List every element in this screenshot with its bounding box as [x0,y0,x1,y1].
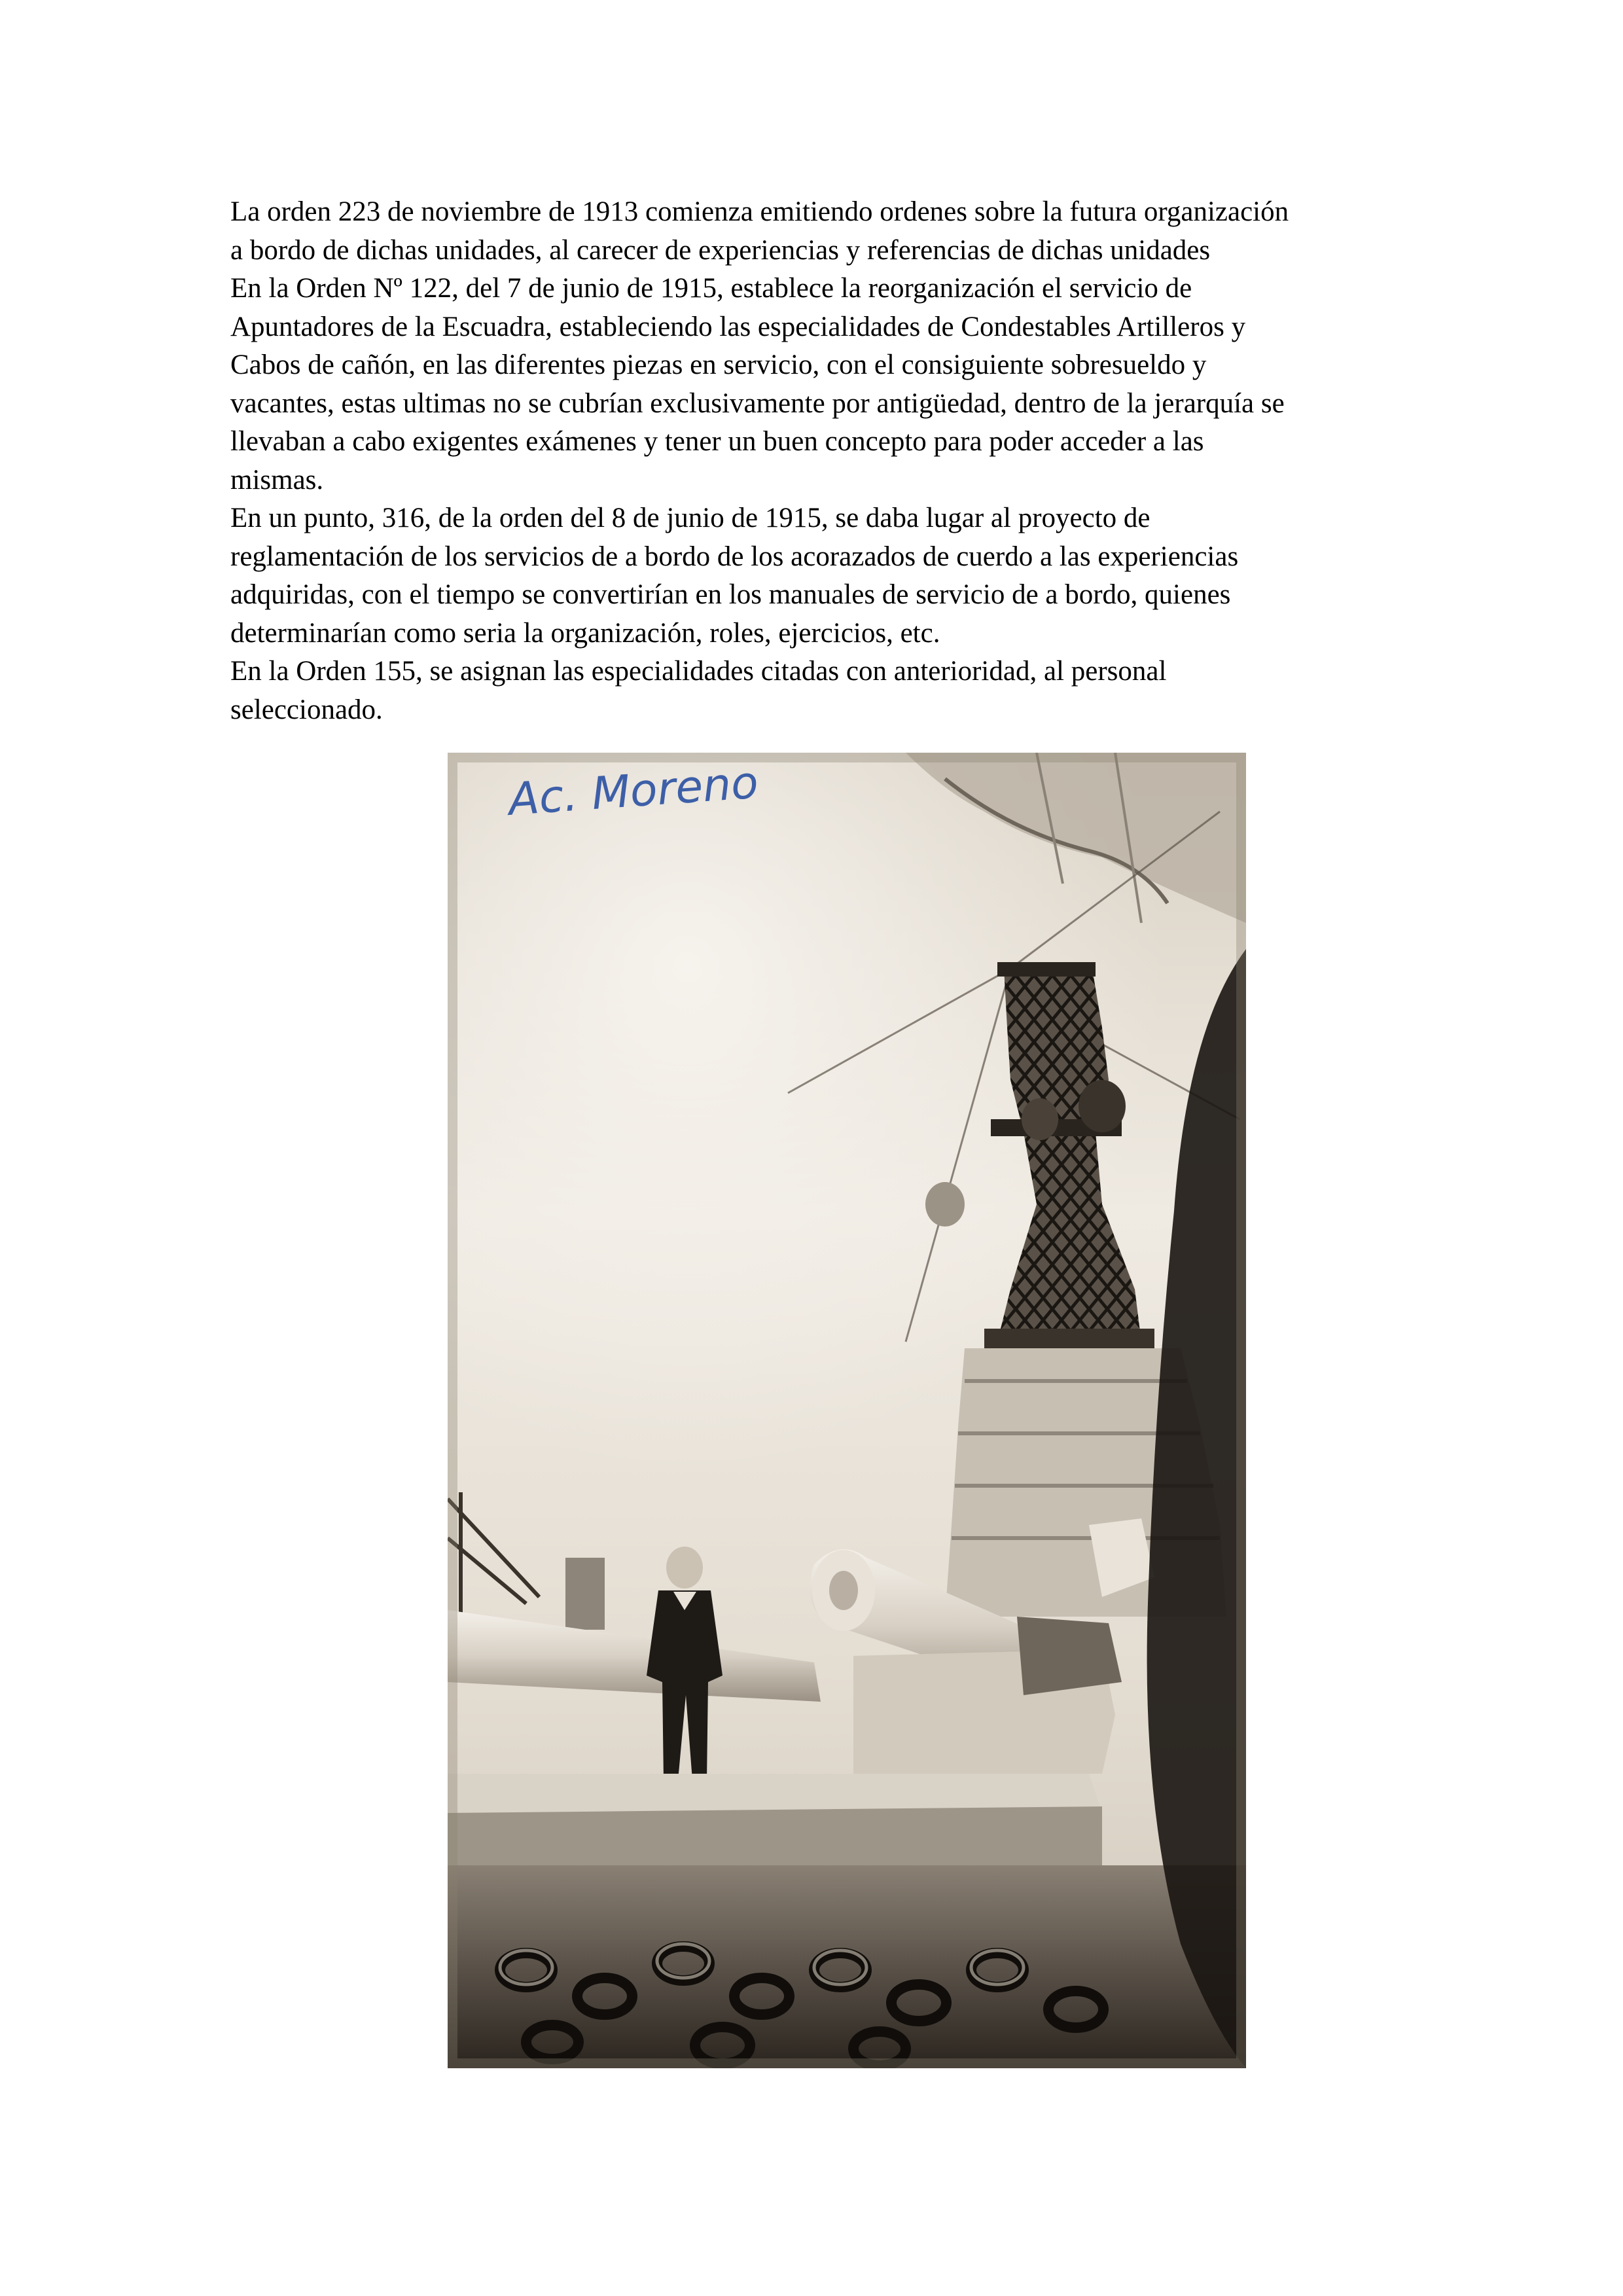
text-line: a bordo de dichas unidades, al carecer de experiencias y referencias de dichas unidades [230,234,1211,266]
text-line: vacantes, estas ultimas no se cubrían exclusivamente por antigüedad, dentro de la jerarquía se [230,387,1285,419]
text-line: llevaban a cabo exigentes exámenes y tener un buen concepto para poder acceder a las [230,426,1204,457]
photo-illustration [448,753,1246,2068]
text-line: Cabos de cañón, en las diferentes piezas en servicio, con el consiguiente sobresueldo y [230,350,1207,380]
text-line: seleccionado. [230,694,383,725]
text-line: reglamentación de los servicios de a bordo de los acorazados de cuerdo a las experiencias [230,541,1239,572]
battleship-photograph [448,753,1246,2068]
document-body [230,193,1461,729]
text-line: En un punto, 316, de la orden del 8 de junio de 1915, se daba lugar al proyecto de [230,503,1150,533]
text-line: En la Orden 155, se asignan las especialidades citadas con anterioridad, al personal [230,656,1167,687]
text-line: Apuntadores de la Escuadra, estableciendo las especialidades de Condestables Artilleros y [230,311,1246,342]
handwritten-caption: Ac. Moreno [507,757,760,826]
text-line: En la Orden Nº 122, del 7 de junio de 1915, establece la reorganización el servicio de [230,273,1192,304]
text-line: adquiridas, con el tiempo se convertirían en los manuales de servicio de a bordo, quienes [230,579,1231,610]
text-line: La orden 223 de noviembre de 1913 comienza emitiendo ordenes sobre la futura organización [230,196,1289,227]
text-line: determinarían como seria la organización, roles, ejercicios, etc. [230,617,940,649]
text-line: mismas. [230,464,324,495]
